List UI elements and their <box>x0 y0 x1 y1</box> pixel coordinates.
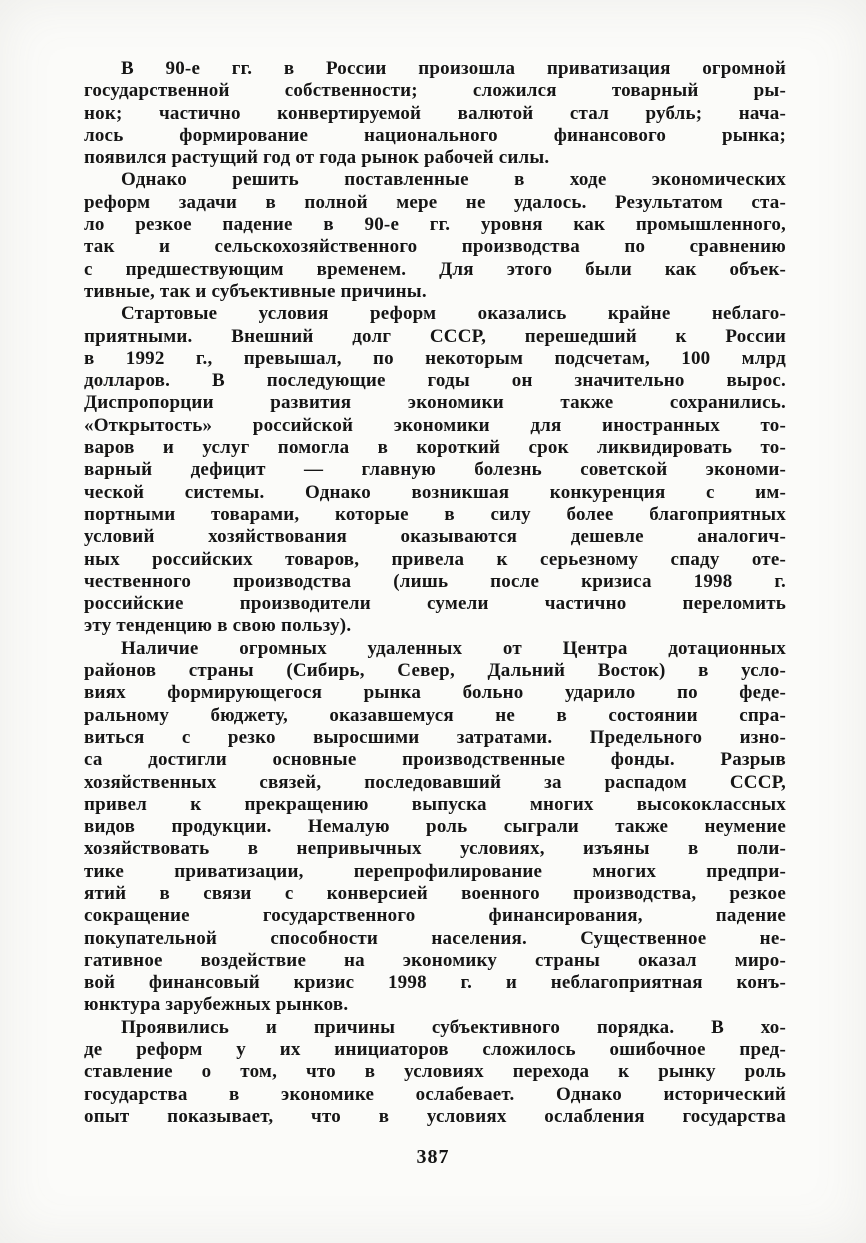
text-line: ных российских товаров, привела к серьезному спаду оте- <box>84 548 786 570</box>
text-line: видов продукции. Немалую роль сыграли также неумение <box>84 816 786 838</box>
text-line: юнктура зарубежных рынков. <box>84 994 349 1016</box>
text-line: Диспропорции развития экономики также сохранились. <box>84 392 786 414</box>
text-line: российские производители сумели частично переломить <box>84 593 786 615</box>
text-line: появился растущий год от года рынок рабочей силы. <box>84 147 550 169</box>
text-line: эту тенденцию в свою пользу). <box>84 615 352 637</box>
text-line: условий хозяйствования оказываются дешевле аналогич- <box>84 526 786 548</box>
text-line: портными товарами, которые в силу более благоприятных <box>84 503 786 525</box>
text-line: опыт показывает, что в условиях ослабления государства <box>84 1105 786 1127</box>
text-line: государственной собственности; сложился товарный ры- <box>84 80 786 102</box>
text-line: приятными. Внешний долг СССР, перешедший к России <box>84 325 786 347</box>
text-line: Проявились и причины субъективного порядка. В хо- <box>121 1016 786 1038</box>
paragraph <box>84 638 786 1017</box>
text-line: де реформ у их инициаторов сложилось ошибочное пред- <box>84 1039 786 1061</box>
text-line: тивные, так и субъективные причины. <box>84 280 427 302</box>
text-line: сокращение государственного финансирования, падение <box>84 905 786 927</box>
text-line: с предшествующим временем. Для этого были как объек- <box>84 258 786 280</box>
text-line: чественного производства (лишь после кризиса 1998 г. <box>84 570 786 592</box>
text-line: Стартовые условия реформ оказались крайне неблаго- <box>121 303 786 325</box>
text-line: в 1992 г., превышал, по некоторым подсчетам, 100 млрд <box>84 347 786 369</box>
text-line: нок; частично конвертируемой валютой стал рубль; нача- <box>84 102 786 124</box>
text-line: Наличие огромных удаленных от Центра дотационных <box>121 637 786 659</box>
text-block <box>84 58 786 1128</box>
text-line: ральному бюджету, оказавшемуся не в состоянии спра- <box>84 704 786 726</box>
text-line: государства в экономике ослабевает. Однако исторический <box>84 1083 786 1105</box>
text-line: районов страны (Сибирь, Север, Дальний Восток) в усло- <box>84 660 786 682</box>
text-line: «Открытость» российской экономики для иностранных то- <box>84 414 786 436</box>
text-line: хозяйственных связей, последовавший за распадом СССР, <box>84 771 786 793</box>
text-line: варный дефицит — главную болезнь советской экономи- <box>84 459 786 481</box>
paragraph <box>84 169 786 303</box>
text-line: ческой системы. Однако возникшая конкуренция с им- <box>84 481 786 503</box>
text-line: так и сельскохозяйственного производства по сравнению <box>84 236 786 258</box>
paragraph <box>84 1017 786 1128</box>
text-line: покупательной способности населения. Существенное не- <box>84 927 786 949</box>
text-line: реформ задачи в полной мере не удалось. Результатом ста- <box>84 191 786 213</box>
text-line: хозяйствовать в непривычных условиях, изъяны в поли- <box>84 838 786 860</box>
text-line: ятий в связи с конверсией военного производства, резкое <box>84 882 786 904</box>
text-line: лось формирование национального финансового рынка; <box>84 124 786 146</box>
text-line: Однако решить поставленные в ходе экономических <box>121 169 786 191</box>
text-line: вой финансовый кризис 1998 г. и неблагоприятная конъ- <box>84 972 786 994</box>
page-number: 387 <box>416 1146 450 1168</box>
text-line: тике приватизации, перепрофилирование многих предпри- <box>84 860 786 882</box>
text-line: привел к прекращению выпуска многих высококлассных <box>84 793 786 815</box>
text-line: виях формирующегося рынка больно ударило по феде- <box>84 682 786 704</box>
text-line: гативное воздействие на экономику страны оказал миро- <box>84 949 786 971</box>
text-line: са достигли основные производственные фонды. Разрыв <box>84 749 786 771</box>
text-line: В 90-е гг. в России произошла приватизация огромной <box>121 58 786 79</box>
text-line: ло резкое падение в 90-е гг. уровня как промышленного, <box>84 214 786 236</box>
paragraph <box>84 303 786 637</box>
text-line: варов и услуг помогла в короткий срок ликвидировать то- <box>84 437 786 459</box>
text-line: виться с резко выросшими затратами. Предельного изно- <box>84 726 786 748</box>
text-line: ставление о том, что в условиях перехода к рынку роль <box>84 1061 786 1083</box>
text-line: долларов. В последующие годы он значительно вырос. <box>84 370 786 392</box>
paragraph <box>84 58 786 169</box>
